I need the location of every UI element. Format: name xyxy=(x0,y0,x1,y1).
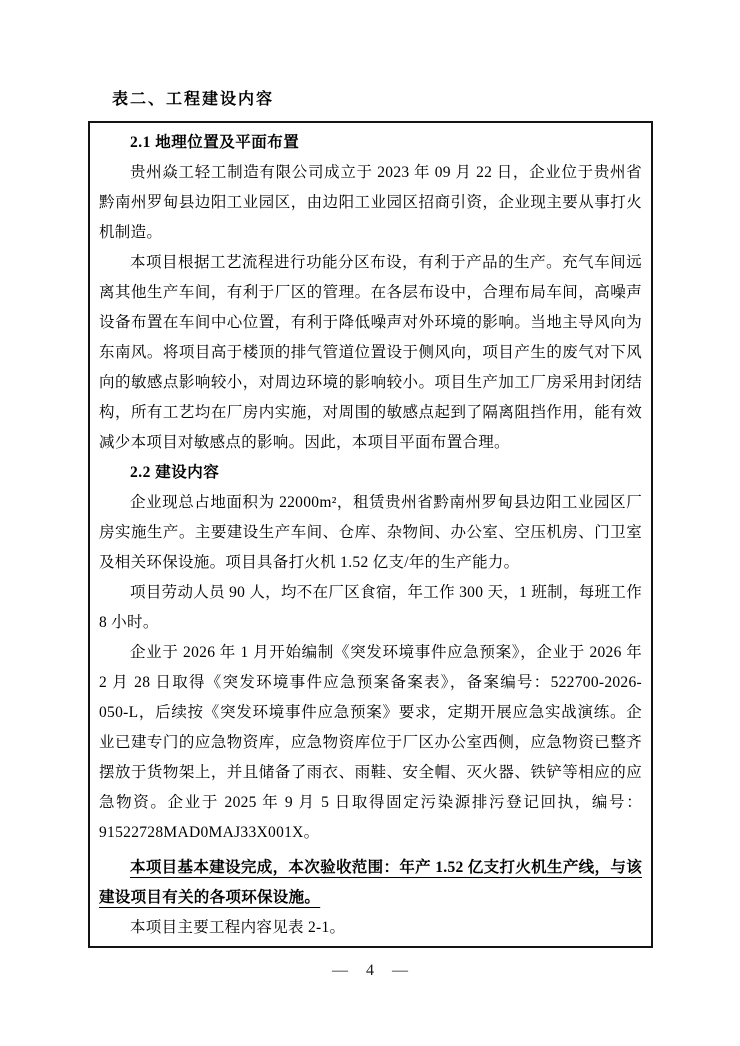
section-2-1-paragraph-company-intro: 贵州焱工轻工制造有限公司成立于 2023 年 09 月 22 日，企业位于贵州省黔南州罗甸县边阳工业园区，由边阳工业园区招商引资，企业现主要从事打火机制造。 xyxy=(99,164,642,241)
section-2-1-paragraph-layout: 本项目根据工艺流程进行功能分区布设，有利于产品的生产。充气车间远离其他生产车间，有利于厂区的管理。在各层布设中，合理布局车间，高噪声设备布置在车间中心位置，有利于降低噪声对外环境的影响。当地主导风向为东南风。将项目高于楼顶的排气管道位置设于侧风向，项目产生的废气对下风向的敏感点影响较小，对周边环境的影响较小。项目生产加工厂房采用封闭结构，所有工艺均在厂房内实施，对周围的敏感点起到了隔离阻挡作用，能有效减少本项目对敏感点的影响。因此，本项目平面布置合理。 xyxy=(99,254,642,451)
acceptance-scope-statement: 本项目基本建设完成，本次验收范围：年产 1.52 亿支打火机生产线，与该建设项目有关的各项环保设施。 xyxy=(99,859,642,906)
section-2-2-heading: 2.2 建设内容 xyxy=(130,464,220,481)
section-2-2-paragraph-staff: 项目劳动人员 90 人，均不在厂区食宿，年工作 300 天，1 班制，每班工作 8 小时。 xyxy=(99,584,642,631)
page-number: — 4 — xyxy=(332,962,408,979)
section-2-2-paragraph-closing: 本项目主要工程内容见表 2-1。 xyxy=(130,919,346,936)
section-2-2-paragraph-site: 企业现总占地面积为 22000m²，租赁贵州省黔南州罗甸县边阳工业园区厂房实施生产。主要建设生产车间、仓库、杂物间、办公室、空压机房、门卫室及相关环保设施。项目具备打火机 1.52 亿支/年的生产能力。 xyxy=(99,494,642,571)
content-box xyxy=(88,121,653,948)
section-2-2-paragraph-emergency-plan: 企业于 2026 年 1 月开始编制《突发环境事件应急预案》，企业于 2026 年 2 月 28 日取得《突发环境事件应急预案备案表》，备案编号：522700-2026-050-L，后续按《突发环境事件应急预案》要求，定期开展应急实战演练。企业已建专门的应急物资库，应急物资库位于厂区办公室西侧，应急物资已整齐摆放于货物架上，并且储备了雨衣、雨鞋、安全帽、灭火器、铁铲等相应的应急物资。企业于 2025 年 9 月 5 日取得固定污染源排污登记回执，编号：91522728MAD0MAJ33X001X。 xyxy=(99,644,642,841)
page-title: 表二、工程建设内容 xyxy=(112,91,275,108)
section-2-1-heading: 2.1 地理位置及平面布置 xyxy=(130,134,300,151)
